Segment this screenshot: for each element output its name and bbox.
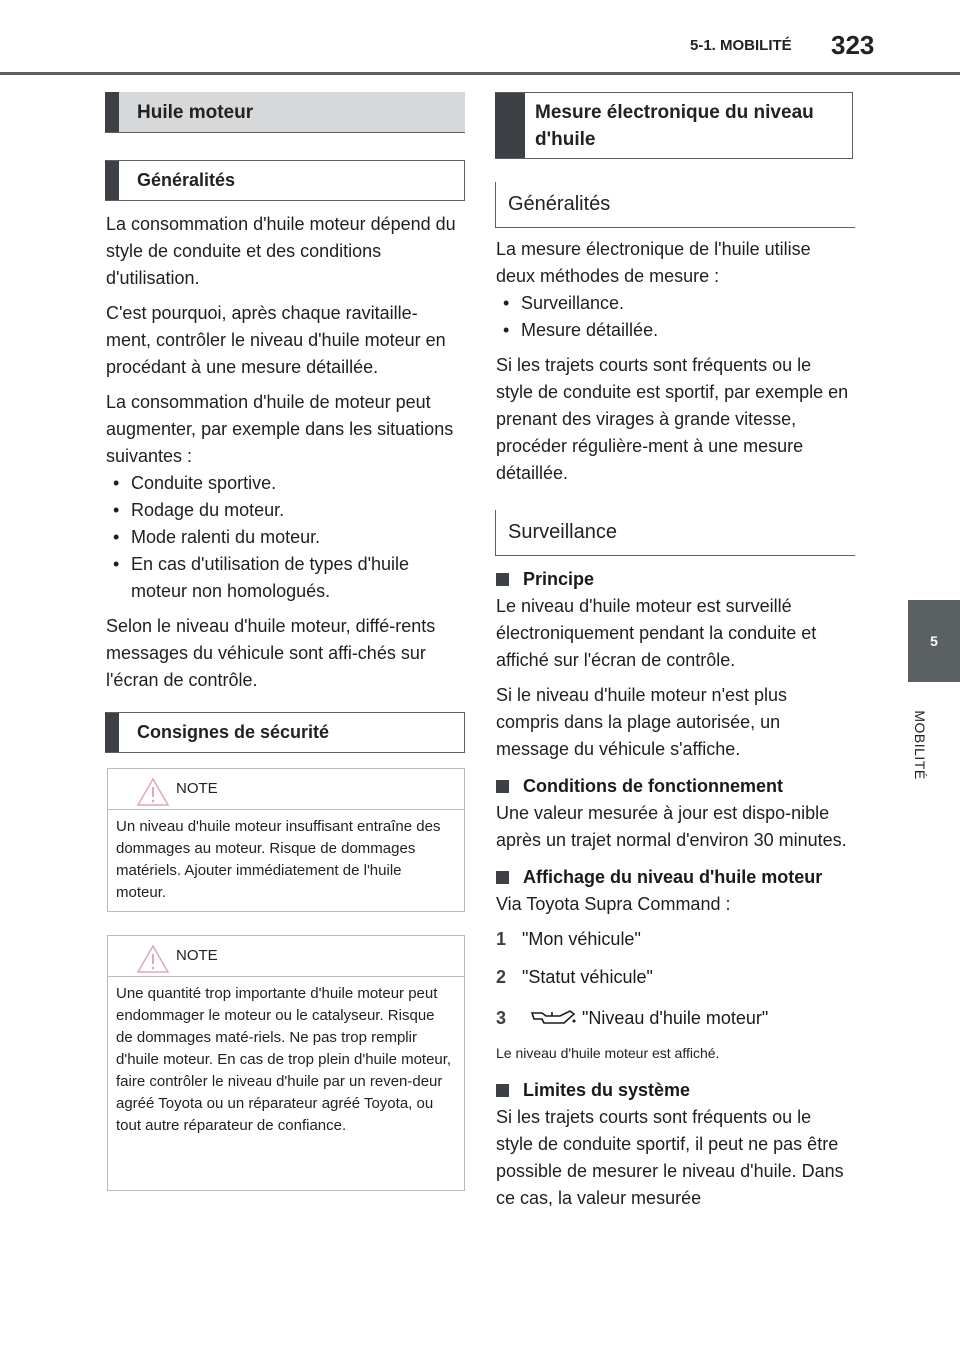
step-number: 2 bbox=[496, 967, 507, 987]
note-text: Un niveau d'huile moteur insuffisant entraîne des dommages au moteur. Risque de dommages matériels. Ajouter immédiatement de l'huile moteur. bbox=[116, 818, 441, 901]
subsection-title: Limites du système bbox=[523, 1080, 691, 1100]
step-number: 3 bbox=[496, 1008, 507, 1028]
heading-bar bbox=[105, 713, 119, 752]
right-paragraph: Si le niveau d'huile moteur n'est plus compris dans la plage autorisée, un message du véhicule s'affiche. bbox=[496, 685, 788, 759]
subsection-principe bbox=[496, 566, 850, 593]
left-bullet: • Mode ralenti du moteur. bbox=[106, 524, 458, 551]
step-text: "Niveau d'huile moteur" bbox=[582, 1008, 769, 1028]
right-bullet: • Surveillance. bbox=[496, 290, 850, 317]
right-intro: La mesure électronique de l'huile utilise deux méthodes de mesure : bbox=[496, 239, 811, 286]
note-label: NOTE bbox=[176, 780, 218, 797]
subsection-title: Conditions de fonctionnement bbox=[523, 776, 783, 796]
heading-text: Généralités bbox=[137, 170, 236, 190]
step-number: 1 bbox=[496, 929, 507, 949]
subsection-title: Principe bbox=[523, 569, 595, 589]
chapter-tab bbox=[908, 600, 960, 682]
heading-bar bbox=[105, 161, 119, 200]
note-header bbox=[108, 769, 464, 810]
title-bar bbox=[495, 93, 525, 158]
section-title-mesure-electronique bbox=[495, 92, 853, 159]
left-paragraph-closing: Selon le niveau d'huile moteur, diffé-rents messages du véhicule sont affi-chés sur l'écran de contrôle. bbox=[106, 616, 436, 690]
note-header bbox=[108, 936, 464, 977]
left-bullet: • En cas d'utilisation de types d'huile moteur non homologués. bbox=[106, 551, 458, 605]
left-bullet: • Conduite sportive. bbox=[106, 470, 458, 497]
right-bullet: • Mesure détaillée. bbox=[496, 317, 850, 344]
header-section: 5-1. MOBILITÉ bbox=[690, 37, 792, 54]
step-1 bbox=[496, 926, 850, 953]
left-paragraph: La consommation d'huile moteur dépend du style de conduite et des conditions d'utilisation. bbox=[106, 214, 456, 288]
subsection-conditions bbox=[496, 773, 850, 800]
note-label: NOTE bbox=[176, 947, 218, 964]
subsection-title: Affichage du niveau d'huile moteur bbox=[523, 867, 823, 887]
note-box-2 bbox=[107, 935, 465, 1191]
page-number: 323 bbox=[831, 30, 875, 60]
left-bullet: • Rodage du moteur. bbox=[106, 497, 458, 524]
step-3 bbox=[496, 1005, 850, 1032]
right-paragraph: Une valeur mesurée à jour est dispo-nible après un trajet normal d'environ 30 minutes. bbox=[496, 803, 847, 850]
right-body-top bbox=[496, 236, 850, 487]
subheading-generalites-right: Généralités bbox=[495, 182, 855, 228]
step-text: "Mon véhicule" bbox=[522, 929, 641, 949]
square-bullet-icon bbox=[496, 871, 509, 884]
warning-icon bbox=[136, 777, 170, 807]
heading-generalites-left bbox=[105, 160, 465, 201]
section-title-huile-moteur bbox=[105, 92, 465, 133]
header-rule bbox=[0, 72, 960, 75]
chapter-label-wrap bbox=[900, 690, 940, 800]
title-bar bbox=[105, 92, 119, 132]
left-paragraph: La consommation d'huile de moteur peut augmenter, par exemple dans les situations suivantes : bbox=[106, 392, 454, 466]
right-paragraph: Le niveau d'huile moteur est surveillé électroniquement pendant la conduite et affiché sur l'écran de contrôle. bbox=[496, 596, 817, 670]
note-box-1 bbox=[107, 768, 465, 912]
square-bullet-icon bbox=[496, 573, 509, 586]
subsection-limites bbox=[496, 1077, 850, 1104]
section-title-text: Huile moteur bbox=[137, 101, 254, 123]
left-paragraph: C'est pourquoi, après chaque ravitaille-ment, contrôler le niveau d'huile moteur en procédant à une mesure détaillée. bbox=[106, 303, 446, 377]
warning-icon bbox=[136, 944, 170, 974]
square-bullet-icon bbox=[496, 1084, 509, 1097]
section-title-text: Mesure électronique du niveau d'huile bbox=[535, 101, 814, 150]
heading-text: Consignes de sécurité bbox=[137, 722, 330, 742]
right-body-bottom bbox=[496, 566, 850, 1212]
right-paragraph: Via Toyota Supra Command : bbox=[496, 894, 731, 914]
right-paragraph: Si les trajets courts sont fréquents ou le style de conduite sportif, il peut ne pas être possible de mesurer le niveau d'huile. Dans ce cas, la valeur mesurée bbox=[496, 1107, 844, 1208]
chapter-number: 5 bbox=[930, 633, 938, 649]
step-text: "Statut véhicule" bbox=[522, 967, 653, 987]
chapter-label: MOBILITÉ bbox=[912, 710, 928, 780]
displayed-note: Le niveau d'huile moteur est affiché. bbox=[496, 1045, 720, 1061]
right-paragraph: Si les trajets courts sont fréquents ou le style de conduite est sportif, par exemple en prenant des virages à grande vitesse, procéder régulière-ment à une mesure détaillée. bbox=[496, 355, 849, 483]
subheading-surveillance: Surveillance bbox=[495, 510, 855, 556]
subsection-affichage bbox=[496, 864, 850, 891]
step-2 bbox=[496, 964, 850, 991]
heading-consignes-securite bbox=[105, 712, 465, 753]
oil-can-icon bbox=[530, 1007, 578, 1029]
left-body bbox=[106, 211, 458, 694]
square-bullet-icon bbox=[496, 780, 509, 793]
note-text: Une quantité trop importante d'huile moteur peut endommager le moteur ou le catalyseur. Risque de dommages maté-riels. Ne pas trop remplir d'huile moteur. En cas de trop plein d'huile moteur, faire contrôler le niveau d'huile par un reven-deur agréé Toyota ou un réparateur agréé Toyota, ou tout autre réparateur de confiance. bbox=[116, 985, 452, 1134]
